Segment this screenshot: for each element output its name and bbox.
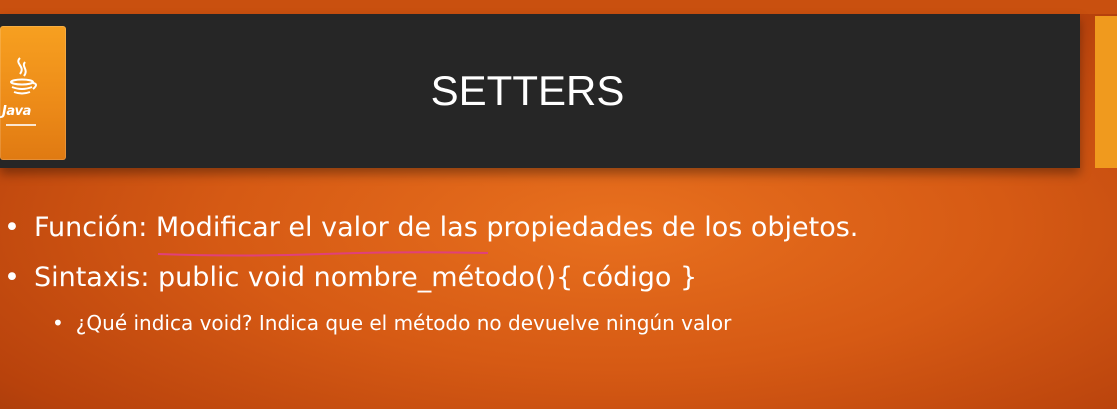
bullet-marker: •	[4, 262, 20, 293]
sub-bullet-item	[52, 311, 731, 335]
slide-top-edge	[0, 0, 1117, 14]
slide-title: SETTERS	[430, 67, 625, 114]
bullet-marker: •	[4, 212, 20, 243]
bullet-text: Función: Modificar el valor de las propiedades de los objetos.	[33, 212, 859, 243]
java-logo-text: Java	[2, 104, 31, 119]
sub-bullet-text: ¿Qué indica void? Indica que el método no devuelve ningún valor	[75, 311, 732, 335]
bullet-text: Sintaxis: public void nombre_método(){ código }	[33, 262, 698, 293]
sub-bullet-marker: •	[52, 311, 64, 335]
right-accent-bar	[1095, 16, 1117, 168]
bullet-item	[4, 262, 697, 293]
bullet-item	[4, 212, 858, 243]
pen-annotation-underline	[158, 250, 488, 258]
